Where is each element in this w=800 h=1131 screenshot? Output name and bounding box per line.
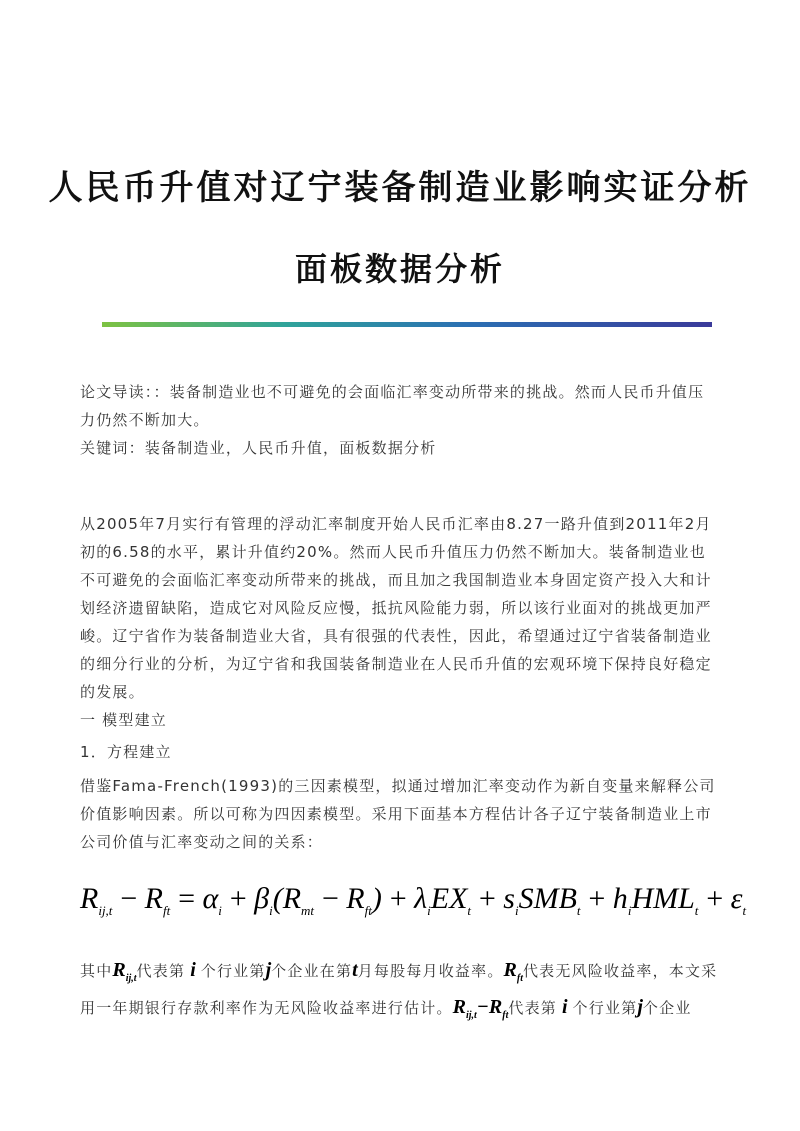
body-paragraph-1: 从2005年7月实行有管理的浮动汇率制度开始人民币汇率由8.27一路升值到2011年2月初的6.58的水平，累计升值约20%。然而人民币升值压力仍然不断加大。装备制造业也不可避免的会面临汇率变动所带来的挑战，而且加之我国制造业本身固定资产投入大和计划经济遗留缺陷，造成它对风险反应慢，抵抗风险能力弱，所以该行业面对的挑战更加严峻。辽宁省作为装备制造业大省，具有很强的代表性，因此，希望通过辽宁省装备制造业的细分行业的分析，为辽宁省和我国装备制造业在人民币升值的宏观环境下保持良好稳定的发展。 [80, 515, 712, 701]
body-block-2 [80, 956, 720, 1030]
body-block [80, 510, 720, 856]
model-equation: $R_{ij,t} - R_{ft} = \alpha_i + \beta_i(R_{mt} - R_{ft}) + \lambda_iEX_t + s_iSMB_t + h_iHML_t + \varepsilon_t$ [80, 882, 747, 918]
section-heading: 一 模型建立 [80, 711, 167, 729]
abstract-block [80, 378, 720, 462]
lead-label: 论文导读： [80, 383, 154, 401]
keywords-paragraph [80, 434, 720, 462]
lead-text: ：装备制造业也不可避免的会面临汇率变动所带来的挑战。然而人民币升值压力仍然不断加大。 [80, 383, 705, 429]
lead-paragraph [80, 378, 720, 434]
document-title: 人民币升值对辽宁装备制造业影响实证分析 [48, 168, 752, 208]
subsection-heading: 1．方程建立 [80, 743, 172, 761]
body-paragraph-3: 其中$R_{ij,t}$代表第 i 个行业第j个企业在第t月每股每月收益率。$R_{ft}$代表无风险收益率，本文采用一年期银行存款利率作为无风险收益率进行估计。$R_{ij,t}-R_{ft}$代表第 i 个行业第j个企业 [80, 959, 718, 1021]
body-paragraph-2: 借鉴Fama-French(1993)的三因素模型，拟通过增加汇率变动作为新自变量来解释公司价值影响因素。所以可称为四因素模型。采用下面基本方程估计各子辽宁装备制造业上市公司价值与汇率变动之间的关系： [80, 777, 716, 851]
keywords-label: 关键词： [80, 439, 145, 457]
title-divider [102, 322, 712, 327]
keywords-text: 装备制造业，人民币升值，面板数据分析 [144, 439, 437, 457]
document-subtitle: 面板数据分析 [294, 250, 505, 288]
